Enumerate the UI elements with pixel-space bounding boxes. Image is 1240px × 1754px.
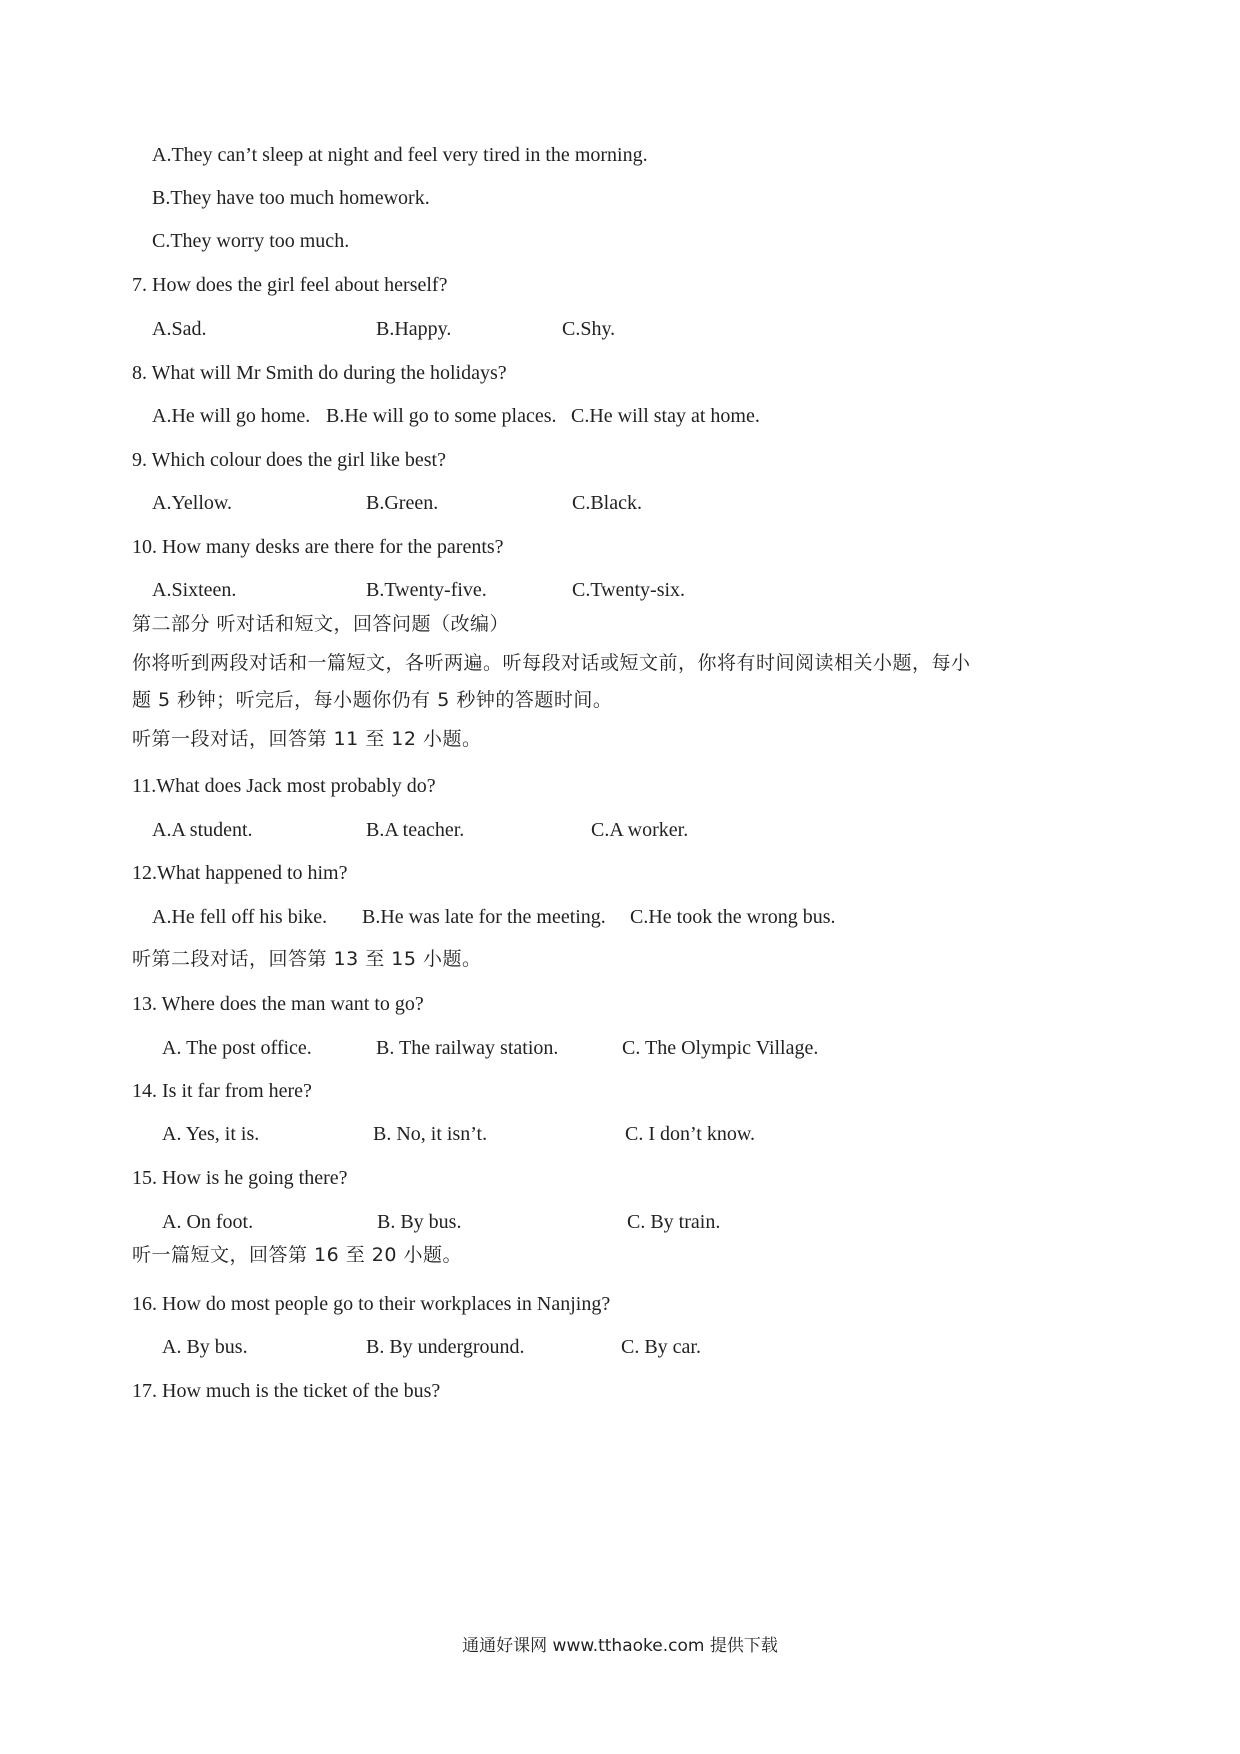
q8-stem: 8. What will Mr Smith do during the holidays? (132, 362, 507, 384)
q16-stem: 16. How do most people go to their workplaces in Nanjing? (132, 1293, 611, 1315)
q12-stem: 12.What happened to him? (132, 862, 348, 884)
q12-option-a: A.He fell off his bike. (152, 906, 328, 928)
q12-option-b: B.He was late for the meeting. (362, 906, 606, 928)
q14-stem: 14. Is it far from here? (132, 1080, 312, 1102)
q13-option-c: C. The Olympic Village. (622, 1037, 819, 1059)
q14-option-b: B. No, it isn’t. (373, 1123, 488, 1145)
q10-stem: 10. How many desks are there for the parents? (132, 536, 504, 558)
q9-option-c: C.Black. (572, 492, 642, 514)
q15-stem: 15. How is he going there? (132, 1167, 348, 1189)
q11-option-c: C.A worker. (591, 819, 689, 841)
q12-option-c: C.He took the wrong bus. (630, 906, 836, 928)
section2-title: 第二部分 听对话和短文，回答问题（改编） (132, 613, 510, 635)
q13-option-a: A. The post office. (162, 1037, 312, 1059)
q16-option-b: B. By underground. (366, 1336, 525, 1358)
dialog1-intro: 听第一段对话，回答第 11 至 12 小题。 (132, 728, 482, 750)
q6-option-b: B.They have too much homework. (152, 187, 430, 209)
q16-option-a: A. By bus. (162, 1336, 248, 1358)
q17-stem: 17. How much is the ticket of the bus? (132, 1380, 441, 1402)
q8-option-c: C.He will stay at home. (571, 405, 760, 427)
q13-stem: 13. Where does the man want to go? (132, 993, 424, 1015)
q11-option-b: B.A teacher. (366, 819, 465, 841)
q14-option-a: A. Yes, it is. (162, 1123, 260, 1145)
q11-option-a: A.A student. (152, 819, 253, 841)
section2-instruction-line2: 题 5 秒钟；听完后，每小题你仍有 5 秒钟的答题时间。 (132, 689, 613, 711)
q10-option-b: B.Twenty-five. (366, 579, 487, 601)
q15-option-b: B. By bus. (377, 1211, 462, 1233)
passage-intro: 听一篇短文，回答第 16 至 20 小题。 (132, 1244, 463, 1266)
q7-option-b: B.Happy. (376, 318, 452, 340)
q8-option-b: B.He will go to some places. (326, 405, 557, 427)
page-footer: 通通好课网 www.tthaoke.com 提供下载 (462, 1636, 778, 1656)
q8-option-a: A.He will go home. (152, 405, 311, 427)
dialog2-intro: 听第二段对话，回答第 13 至 15 小题。 (132, 948, 482, 970)
q6-option-c: C.They worry too much. (152, 230, 350, 252)
q7-stem: 7. How does the girl feel about herself? (132, 274, 448, 296)
q16-option-c: C. By car. (621, 1336, 701, 1358)
q10-option-a: A.Sixteen. (152, 579, 237, 601)
q9-stem: 9. Which colour does the girl like best? (132, 449, 446, 471)
q9-option-a: A.Yellow. (152, 492, 233, 514)
q14-option-c: C. I don’t know. (625, 1123, 755, 1145)
q6-option-a: A.They can’t sleep at night and feel very tired in the morning. (152, 144, 648, 166)
q7-option-a: A.Sad. (152, 318, 207, 340)
q15-option-c: C. By train. (627, 1211, 721, 1233)
section2-instruction-line1: 你将听到两段对话和一篇短文，各听两遍。听每段对话或短文前，你将有时间阅读相关小题，每小 (132, 652, 971, 674)
q10-option-c: C.Twenty-six. (572, 579, 686, 601)
q13-option-b: B. The railway station. (376, 1037, 559, 1059)
q9-option-b: B.Green. (366, 492, 439, 514)
q7-option-c: C.Shy. (562, 318, 616, 340)
q15-option-a: A. On foot. (162, 1211, 254, 1233)
q11-stem: 11.What does Jack most probably do? (132, 775, 436, 797)
